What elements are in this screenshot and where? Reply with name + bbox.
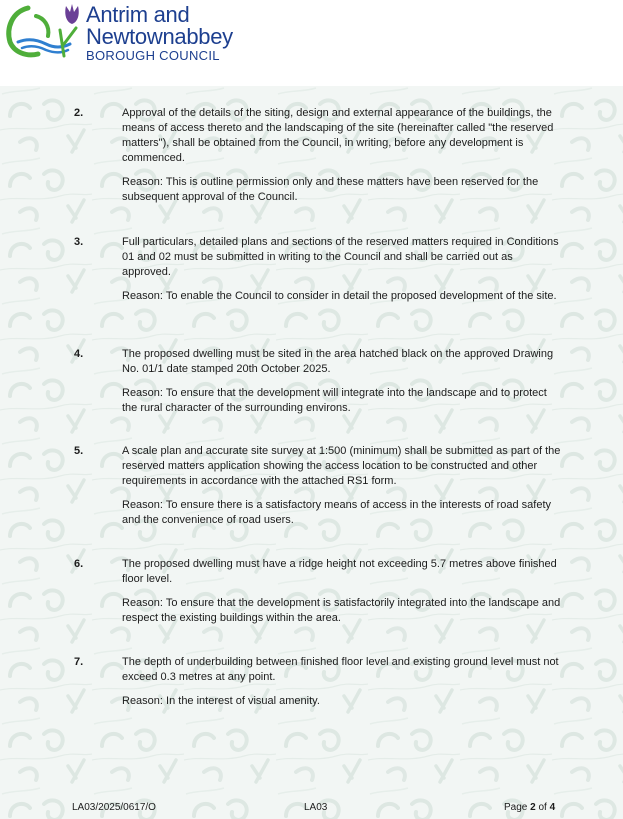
condition-reason: Reason: To ensure that the development is satisfactorily integrated into the landscape and respect the existing buildings within the area. xyxy=(122,597,561,624)
condition-body xyxy=(122,444,564,528)
council-logo-icon xyxy=(4,2,84,60)
document-page xyxy=(0,86,623,819)
condition-number: 7. xyxy=(74,656,84,668)
logo-line-3: BOROUGH COUNCIL xyxy=(86,48,220,63)
condition-number: 6. xyxy=(74,558,84,570)
page-label: Page xyxy=(504,802,528,813)
council-name xyxy=(86,4,233,63)
page-header xyxy=(0,0,623,86)
condition-number: 2. xyxy=(74,107,84,119)
condition-body xyxy=(122,106,564,205)
condition-text: Full particulars, detailed plans and sections of the reserved matters required in Conditions 01 and 02 must be submitted in writing to the Council and shall be carried out as approved. xyxy=(122,236,559,278)
condition-number: 4. xyxy=(74,348,84,360)
logo-line-2: Newtownabbey xyxy=(86,24,233,49)
logo-line-1: Antrim and xyxy=(86,2,190,27)
office-code: LA03 xyxy=(304,802,328,813)
page-total: 4 xyxy=(549,802,556,813)
page-number xyxy=(504,801,555,815)
condition-text: A scale plan and accurate site survey at 1:500 (minimum) shall be submitted as part of the reserved matters application showing the access location to be constructed and other requirements in accordance with the attached RS1 form. xyxy=(122,445,561,487)
page-footer xyxy=(0,801,623,817)
condition-body xyxy=(122,347,564,416)
page-of: of xyxy=(538,802,547,813)
condition-text: The depth of underbuilding between finished floor level and existing ground level must not exceed 0.3 metres at any point. xyxy=(122,656,559,683)
condition-text: Approval of the details of the siting, design and external appearance of the buildings, the means of access thereto and the landscaping of the site (hereinafter called "the reserved matters"), shall be obtained from the Council, in writing, before any development is commenced. xyxy=(122,107,554,164)
condition-reason: Reason: To ensure that the development will integrate into the landscape and to protect the rural character of the surrounding environs. xyxy=(122,387,547,414)
condition-body xyxy=(122,235,564,304)
condition-number: 5. xyxy=(74,445,84,457)
condition-reason: Reason: To enable the Council to consider in detail the proposed development of the site. xyxy=(122,290,557,302)
condition-text: The proposed dwelling must have a ridge height not exceeding 5.7 metres above finished floor level. xyxy=(122,558,557,585)
condition-body xyxy=(122,655,564,709)
condition-text: The proposed dwelling must be sited in the area hatched black on the approved Drawing No. 01/1 date stamped 20th October 2025. xyxy=(122,348,554,375)
page-current: 2 xyxy=(530,802,536,813)
application-reference: LA03/2025/0617/O xyxy=(72,802,156,813)
condition-reason: Reason: This is outline permission only and these matters have been reserved for the subsequent approval of the Council. xyxy=(122,176,539,203)
condition-body xyxy=(122,557,564,626)
condition-number: 3. xyxy=(74,236,84,248)
condition-reason: Reason: To ensure there is a satisfactory means of access in the interests of road safety and the convenience of road users. xyxy=(122,499,552,526)
condition-reason: Reason: In the interest of visual amenity. xyxy=(122,695,320,707)
